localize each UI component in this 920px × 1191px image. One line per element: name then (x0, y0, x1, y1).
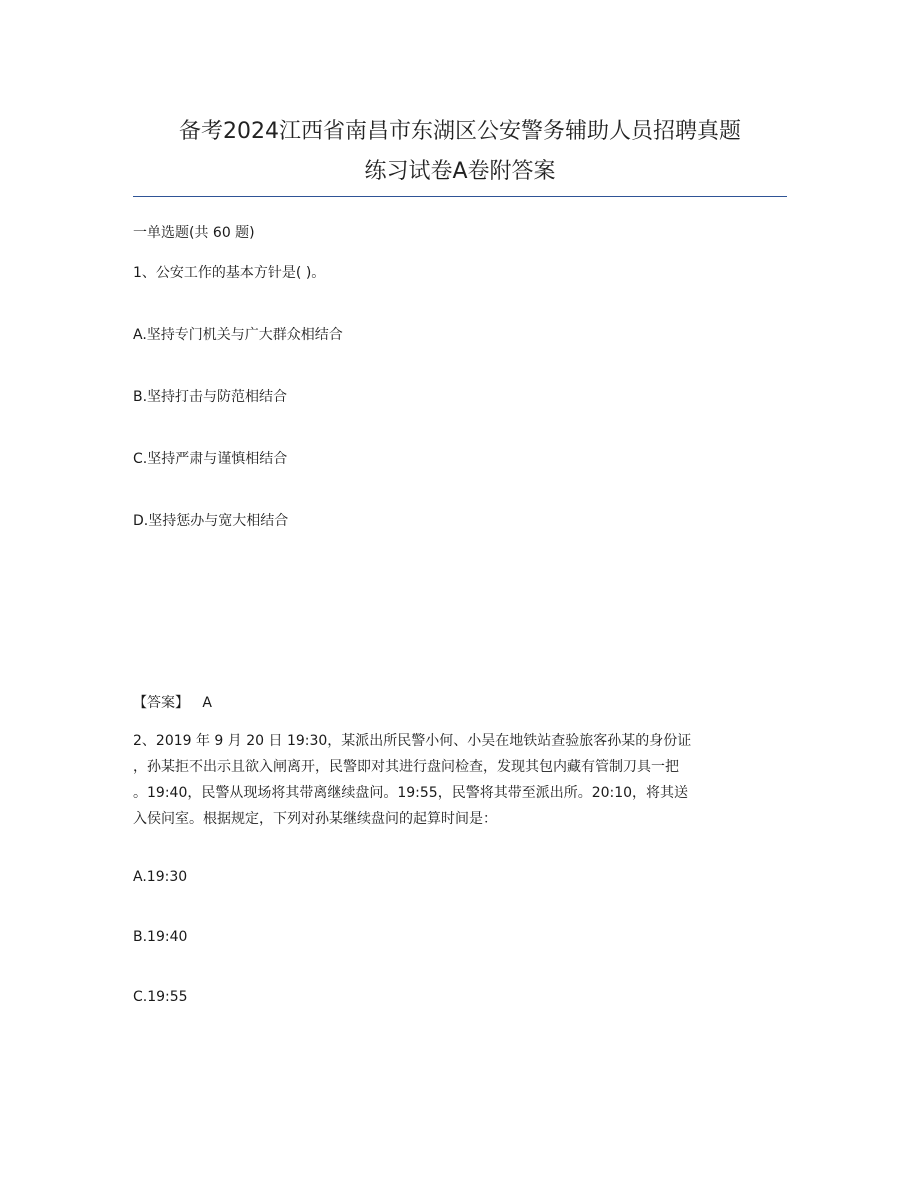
title-divider (133, 196, 787, 197)
question-1-option-b: B.坚持打击与防范相结合 (133, 389, 288, 405)
question-1-option-d: D.坚持惩办与宽大相结合 (133, 513, 289, 529)
question-2-stem (133, 728, 787, 832)
question-1-answer (133, 690, 212, 716)
section-heading: 一单选题(共 60 题) (133, 225, 255, 241)
title-line-2: 练习试卷A卷附答案 (364, 159, 556, 184)
question-2-option-a: A.19:30 (133, 869, 188, 885)
title-line-1: 备考2024江西省南昌市东湖区公安警务辅助人员招聘真题 (179, 119, 741, 144)
question-2-stem-line: 2、2019 年 9 月 20 日 19:30，某派出所民警小何、小吴在地铁站查验旅客孙某的身份证 (133, 733, 692, 749)
question-2-stem-line: ，孙某拒不出示且欲入闸离开，民警即对其进行盘问检查，发现其包内藏有管制刀具一把 (133, 759, 679, 775)
question-1-stem: 1、公安工作的基本方针是( )。 (133, 265, 326, 281)
question-2-stem-line: 入侯问室。根据规定，下列对孙某继续盘问的起算时间是： (133, 811, 497, 827)
answer-label: 【答案】 (133, 695, 189, 711)
question-2-option-b: B.19:40 (133, 929, 188, 945)
question-1-option-a: A.坚持专门机关与广大群众相结合 (133, 327, 343, 343)
answer-value: A (202, 695, 212, 711)
question-2-stem-line: 。19:40，民警从现场将其带离继续盘问。19:55，民警将其带至派出所。20:10，将其送 (133, 785, 689, 801)
question-2-option-c: C.19:55 (133, 989, 188, 1005)
document-title (120, 112, 800, 192)
question-1-option-c: C.坚持严肃与谨慎相结合 (133, 451, 288, 467)
